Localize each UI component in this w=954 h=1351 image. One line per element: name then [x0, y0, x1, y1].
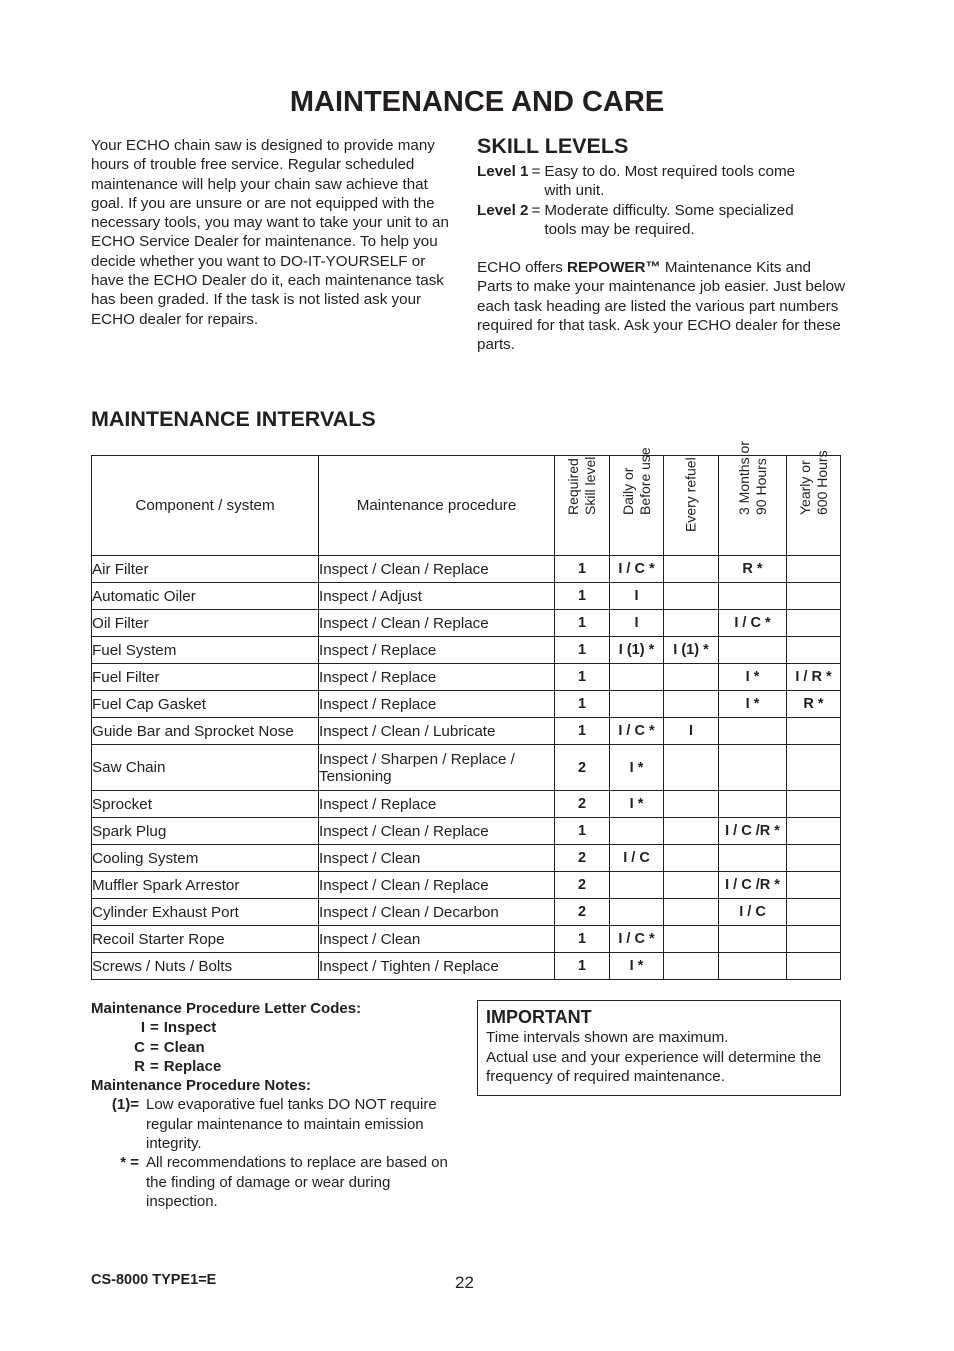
- cell-refuel: [664, 872, 719, 899]
- note-2-key: * =: [120, 1154, 139, 1172]
- cell-skill: 2: [555, 872, 610, 899]
- code-inspect: [91, 1018, 471, 1037]
- table-row: [92, 926, 841, 953]
- header-component: Component / system: [92, 456, 319, 556]
- cell-component: Screws / Nuts / Bolts: [92, 953, 319, 980]
- offers-text-pre: ECHO offers: [477, 259, 568, 276]
- table-row: [92, 953, 841, 980]
- cell-component: Automatic Oiler: [92, 583, 319, 610]
- cell-procedure: Inspect / Clean / Lubricate: [319, 718, 555, 745]
- cell-procedure: Inspect / Tighten / Replace: [319, 953, 555, 980]
- cell-refuel: [664, 845, 719, 872]
- cell-skill: 2: [555, 899, 610, 926]
- cell-procedure: Inspect / Clean / Replace: [319, 610, 555, 637]
- repower-brand: REPOWER™: [567, 259, 661, 276]
- cell-component: Guide Bar and Sprocket Nose: [92, 718, 319, 745]
- table-row: [92, 745, 841, 791]
- cell-yearly: [787, 583, 841, 610]
- header-daily-line2: Before use: [636, 447, 653, 515]
- cell-skill: 1: [555, 664, 610, 691]
- table-row: [92, 691, 841, 718]
- cell-skill: 1: [555, 718, 610, 745]
- cell-months: I *: [719, 691, 787, 718]
- cell-component: Fuel Filter: [92, 664, 319, 691]
- cell-yearly: [787, 637, 841, 664]
- cell-yearly: [787, 718, 841, 745]
- cell-months: [719, 926, 787, 953]
- note-2-text: All recommendations to replace are based on the finding of damage or wear during inspection.: [146, 1154, 448, 1210]
- cell-skill: 1: [555, 926, 610, 953]
- page-title: MAINTENANCE AND CARE: [289, 86, 665, 118]
- cell-skill: 1: [555, 556, 610, 583]
- level-1-description: Easy to do. Most required tools come with unit.: [544, 163, 796, 200]
- cell-procedure: Inspect / Sharpen / Replace / Tensioning: [319, 745, 555, 791]
- cell-refuel: [664, 664, 719, 691]
- cell-refuel: [664, 691, 719, 718]
- level-1-equals: =: [531, 163, 541, 180]
- table-row: [92, 718, 841, 745]
- cell-months: [719, 637, 787, 664]
- note-1-key: (1)=: [111, 1096, 139, 1114]
- cell-component: Fuel System: [92, 637, 319, 664]
- cell-refuel: [664, 745, 719, 791]
- cell-yearly: [787, 872, 841, 899]
- cell-daily: [610, 899, 664, 926]
- header-skill-line2: Skill level: [582, 456, 598, 515]
- offers-text-post: Maintenance Kits and Parts to make your maintenance job easier. Just below each task heading are listed the various part numbers required for that task. Ask your ECHO dealer for these parts.: [477, 259, 846, 354]
- code-clean-value: Clean: [163, 1038, 205, 1056]
- cell-component: Fuel Cap Gasket: [92, 691, 319, 718]
- cell-refuel: [664, 926, 719, 953]
- cell-daily: I / C: [610, 845, 664, 872]
- cell-yearly: [787, 745, 841, 791]
- cell-component: Air Filter: [92, 556, 319, 583]
- cell-daily: I *: [610, 791, 664, 818]
- header-months-line2: 90 Hours: [752, 458, 769, 515]
- intro-paragraph: Your ECHO chain saw is designed to provide many hours of trouble free service. Regular scheduled maintenance will help your chain saw achieve that goal. If you are unsure or are not equipped with the necessary tools, you may want to take your unit to an ECHO Service Dealer for maintenance. To help you decide whether you want to DO-IT-YOURSELF or have the ECHO Dealer do it, each maintenance task has been graded. If the task is not listed ask your ECHO dealer for repairs.: [91, 137, 449, 328]
- cell-months: I *: [719, 664, 787, 691]
- cell-skill: 1: [555, 953, 610, 980]
- cell-yearly: [787, 953, 841, 980]
- cell-skill: 1: [555, 637, 610, 664]
- header-daily-line1: Daily or: [619, 467, 636, 515]
- cell-skill: 1: [555, 691, 610, 718]
- footer-model: CS-8000 TYPE1=E: [91, 1272, 217, 1288]
- cell-skill: 2: [555, 791, 610, 818]
- code-clean: [91, 1038, 471, 1057]
- cell-skill: 1: [555, 818, 610, 845]
- cell-refuel: [664, 953, 719, 980]
- cell-months: [719, 745, 787, 791]
- cell-procedure: Inspect / Clean: [319, 926, 555, 953]
- cell-refuel: [664, 818, 719, 845]
- table-row: [92, 818, 841, 845]
- header-yearly-line1: Yearly or: [796, 460, 813, 515]
- cell-skill: 2: [555, 745, 610, 791]
- cell-refuel: [664, 556, 719, 583]
- level-1-item: [477, 162, 847, 201]
- table-row: [92, 583, 841, 610]
- code-replace-key: R: [134, 1057, 145, 1075]
- cell-procedure: Inspect / Adjust: [319, 583, 555, 610]
- cell-daily: [610, 872, 664, 899]
- cell-procedure: Inspect / Clean / Replace: [319, 818, 555, 845]
- table-row: [92, 845, 841, 872]
- note-1-text: Low evaporative fuel tanks DO NOT require regular maintenance to maintain emission integrity.: [146, 1096, 437, 1153]
- note-asterisk: [91, 1153, 471, 1211]
- level-2-equals: =: [531, 201, 541, 219]
- cell-component: Oil Filter: [92, 610, 319, 637]
- cell-months: [719, 953, 787, 980]
- cell-daily: I (1) *: [610, 637, 664, 664]
- procedure-codes: [91, 999, 471, 1211]
- cell-procedure: Inspect / Replace: [319, 637, 555, 664]
- maintenance-intervals-heading: MAINTENANCE INTERVALS: [91, 407, 376, 431]
- cell-refuel: [664, 791, 719, 818]
- table-row: [92, 610, 841, 637]
- table-row: [92, 637, 841, 664]
- cell-procedure: Inspect / Replace: [319, 791, 555, 818]
- note-low-evaporative: [91, 1095, 471, 1153]
- code-inspect-eq: =: [150, 1019, 159, 1037]
- cell-component: Muffler Spark Arrestor: [92, 872, 319, 899]
- cell-daily: I *: [610, 745, 664, 791]
- table-row: [92, 899, 841, 926]
- code-inspect-key: I: [140, 1019, 145, 1037]
- cell-daily: I / C *: [610, 926, 664, 953]
- cell-component: Cylinder Exhaust Port: [92, 899, 319, 926]
- skill-levels-heading: SKILL LEVELS: [477, 134, 629, 158]
- important-box: [477, 1000, 841, 1096]
- header-refuel: [664, 456, 719, 556]
- codes-heading: Maintenance Procedure Letter Codes:: [91, 1000, 362, 1017]
- cell-yearly: R *: [787, 691, 841, 718]
- cell-daily: I *: [610, 953, 664, 980]
- level-1-label: Level 1: [477, 163, 529, 180]
- header-procedure: Maintenance procedure: [319, 456, 555, 556]
- header-yearly: [787, 450, 841, 556]
- cell-months: [719, 791, 787, 818]
- cell-months: [719, 583, 787, 610]
- level-2-description: Moderate difficulty. Some specialized tools may be required.: [544, 201, 794, 238]
- cell-months: R *: [719, 556, 787, 583]
- cell-refuel: [664, 583, 719, 610]
- level-2-label: Level 2: [477, 201, 529, 219]
- code-clean-key: C: [134, 1038, 145, 1056]
- cell-procedure: Inspect / Clean / Decarbon: [319, 899, 555, 926]
- cell-refuel: [664, 610, 719, 637]
- table-row: [92, 556, 841, 583]
- cell-component: Recoil Starter Rope: [92, 926, 319, 953]
- cell-yearly: [787, 926, 841, 953]
- cell-months: [719, 718, 787, 745]
- important-heading: IMPORTANT: [486, 1007, 592, 1027]
- code-replace: [91, 1057, 471, 1076]
- cell-yearly: [787, 845, 841, 872]
- code-inspect-value: Inspect: [163, 1019, 217, 1037]
- cell-daily: I / C *: [610, 556, 664, 583]
- code-replace-eq: =: [150, 1057, 159, 1075]
- cell-procedure: Inspect / Replace: [319, 691, 555, 718]
- cell-skill: 2: [555, 845, 610, 872]
- cell-months: I / C *: [719, 610, 787, 637]
- cell-yearly: [787, 818, 841, 845]
- page-number: 22: [455, 1273, 474, 1292]
- cell-refuel: I: [664, 718, 719, 745]
- cell-yearly: I / R *: [787, 664, 841, 691]
- table-row: [92, 872, 841, 899]
- cell-months: I / C /R *: [719, 818, 787, 845]
- cell-refuel: [664, 899, 719, 926]
- notes-heading: Maintenance Procedure Notes:: [91, 1077, 312, 1095]
- level-2-item: [477, 201, 847, 240]
- code-replace-value: Replace: [163, 1057, 222, 1075]
- cell-skill: 1: [555, 583, 610, 610]
- cell-component: Sprocket: [92, 791, 319, 818]
- cell-yearly: [787, 791, 841, 818]
- cell-months: I / C: [719, 899, 787, 926]
- cell-component: Saw Chain: [92, 745, 319, 791]
- cell-yearly: [787, 556, 841, 583]
- cell-daily: I: [610, 583, 664, 610]
- cell-daily: [610, 818, 664, 845]
- header-skill-level: [555, 456, 610, 556]
- header-skill-line1: Required: [565, 458, 581, 515]
- table-row: [92, 791, 841, 818]
- cell-procedure: Inspect / Clean / Replace: [319, 556, 555, 583]
- repower-paragraph: [477, 258, 847, 354]
- important-line-2: Actual use and your experience will determine the frequency of required maintenance.: [486, 1048, 822, 1085]
- header-yearly-line2: 600 Hours: [813, 450, 830, 515]
- cell-component: Cooling System: [92, 845, 319, 872]
- header-refuel-line1: Every refuel: [682, 457, 699, 532]
- cell-component: Spark Plug: [92, 818, 319, 845]
- cell-daily: [610, 691, 664, 718]
- cell-refuel: I (1) *: [664, 637, 719, 664]
- cell-skill: 1: [555, 610, 610, 637]
- header-months-line1: 3 Months or: [735, 441, 752, 515]
- maintenance-table: [91, 441, 841, 980]
- cell-yearly: [787, 899, 841, 926]
- cell-yearly: [787, 610, 841, 637]
- cell-daily: I / C *: [610, 718, 664, 745]
- cell-procedure: Inspect / Replace: [319, 664, 555, 691]
- cell-procedure: Inspect / Clean / Replace: [319, 872, 555, 899]
- cell-months: [719, 845, 787, 872]
- cell-daily: I: [610, 610, 664, 637]
- cell-procedure: Inspect / Clean: [319, 845, 555, 872]
- header-daily: [610, 447, 664, 556]
- table-row: [92, 664, 841, 691]
- cell-months: I / C /R *: [719, 872, 787, 899]
- header-months: [719, 441, 787, 556]
- skill-levels-list: [477, 162, 847, 239]
- code-clean-eq: =: [150, 1038, 159, 1056]
- cell-daily: [610, 664, 664, 691]
- important-line-1: Time intervals shown are maximum.: [486, 1029, 729, 1047]
